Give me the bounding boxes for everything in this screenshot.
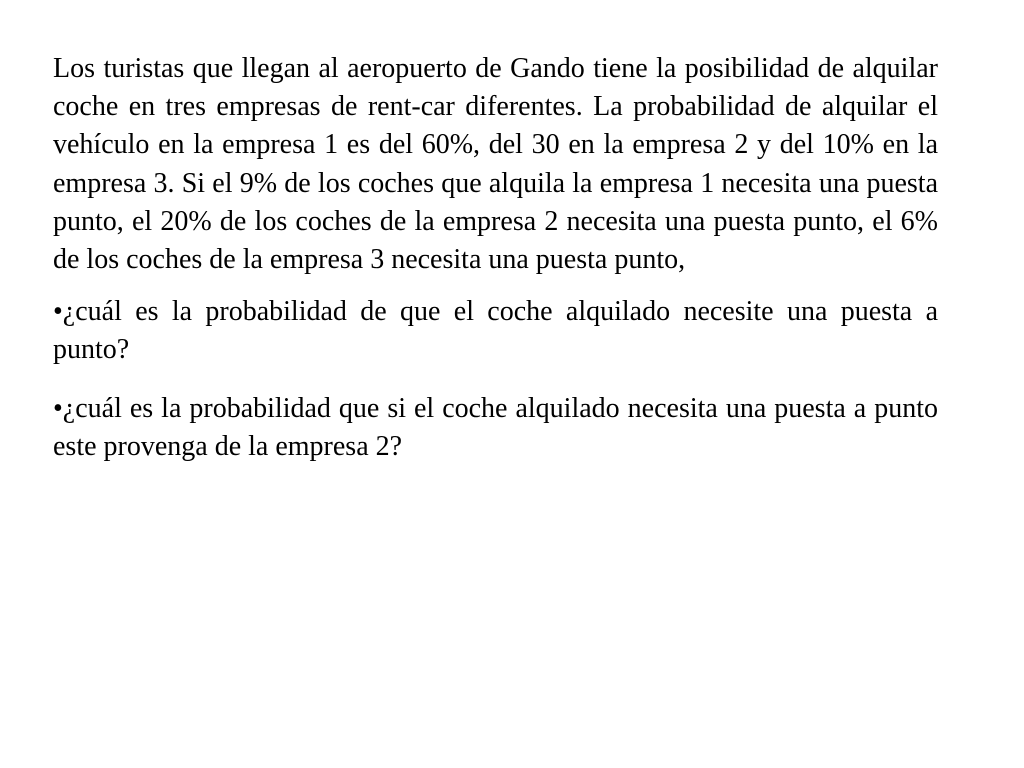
slide-content xyxy=(53,50,938,466)
problem-statement: Los turistas que llegan al aeropuerto de Gando tiene la posibilidad de alquilar coche en tres empresas de rent-car diferentes. La probabilidad de alquilar el vehículo en la empresa 1 es del 60%, del 30 en la empresa 2 y del 10% en la empresa 3. Si el 9% de los coches que alquila la empresa 1 necesita una puesta punto, el 20% de los coches de la empresa 2 necesita una puesta punto, el 6% de los coches de la empresa 3 necesita una puesta punto, xyxy=(53,53,938,276)
question-1: •¿cuál es la probabilidad de que el coche alquilado necesite una puesta a punto? xyxy=(53,296,938,366)
question-2: •¿cuál es la probabilidad que si el coche alquilado necesita una puesta a punto este provenga de la empresa 2? xyxy=(53,392,938,462)
